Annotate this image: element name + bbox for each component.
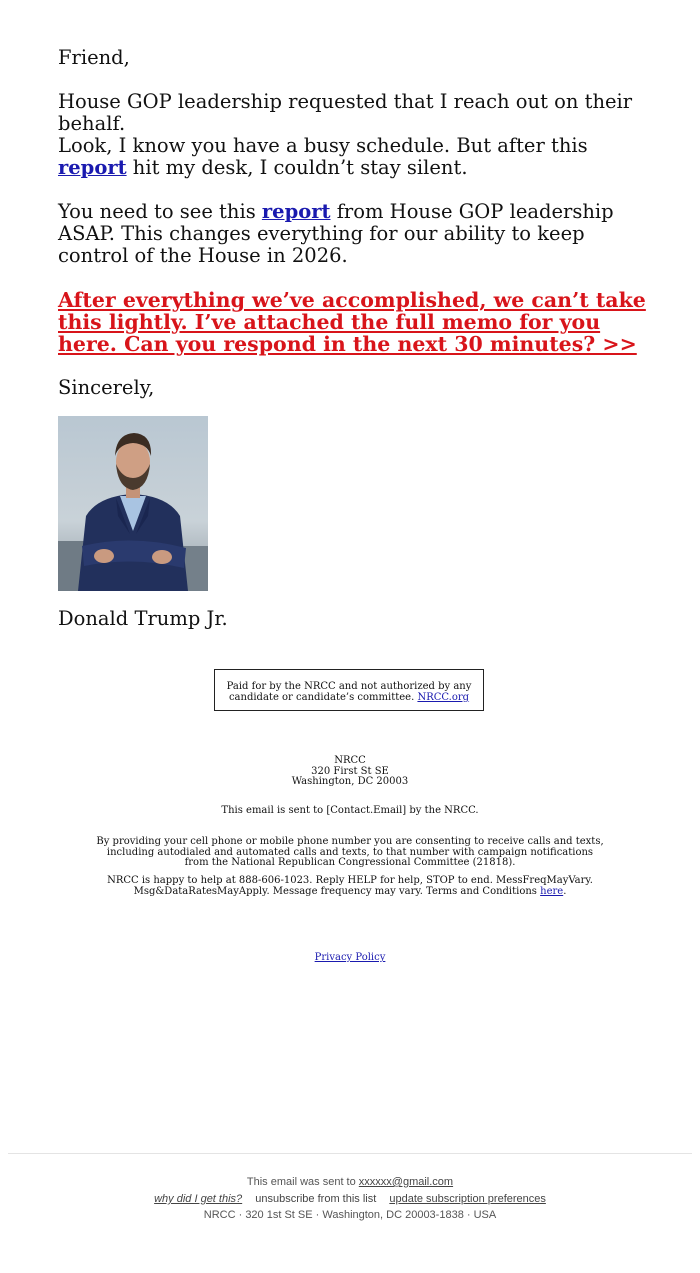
privacy-policy-row — [0, 953, 700, 964]
cta-link[interactable]: After everything we’ve accomplished, we can’t take this lightly. I’ve attached the full memo for you here. Can you respond in the next 30 minutes? >> — [58, 288, 646, 356]
signer-photo — [58, 416, 208, 591]
mailing-address — [0, 756, 700, 788]
sms-help-text — [0, 876, 700, 897]
signer-name: Donald Trump Jr. — [58, 607, 228, 630]
paragraph-text: Look, I know you have a busy schedule. But after this — [58, 134, 588, 157]
help-line-1: NRCC is happy to help at 888-606-1023. Reply HELP for help, STOP to end. MessFreqMayVary. — [107, 875, 593, 886]
sms-consent-text: By providing your cell phone or mobile phone number you are consenting to receive calls and texts, including autodialed and automated calls and texts, to that number with campaign notifications from the National Republican Congressional Committee (21818). — [96, 836, 604, 868]
paragraph-report-1 — [58, 135, 648, 179]
signoff: Sincerely, — [58, 376, 155, 399]
footer-links — [0, 1193, 700, 1205]
paragraph-text: hit my desk, I couldn’t stay silent. — [126, 156, 468, 179]
nrcc-link[interactable]: NRCC.org — [417, 692, 470, 703]
footer-address: NRCC · 320 1st St SE · Washington, DC 20003-1838 · USA — [203, 1209, 497, 1221]
help-line-2-text: Msg&DataRatesMayApply. Message frequency may vary. Terms and Conditions — [133, 885, 541, 897]
address-street: 320 First St SE — [311, 765, 389, 777]
footer-divider — [8, 1153, 692, 1154]
paragraph-text: You need to see this — [58, 200, 262, 223]
paragraph-report-2 — [58, 201, 648, 267]
terms-link[interactable]: here — [540, 885, 564, 897]
cta-paragraph — [58, 289, 648, 355]
why-did-i-get-this-link[interactable]: why did I get this? — [154, 1193, 243, 1205]
recipient-email-link[interactable]: xxxxxx@gmail.com — [358, 1176, 454, 1188]
privacy-policy-link[interactable]: Privacy Policy — [314, 952, 386, 963]
update-preferences-link[interactable]: update subscription preferences — [389, 1193, 546, 1205]
paid-for-disclaimer — [214, 669, 484, 711]
help-line-2: Msg&DataRatesMayApply. Message frequency may vary. Terms and Conditions here. — [133, 885, 567, 897]
address-org: NRCC — [334, 755, 366, 766]
footer-sent-prefix: This email was sent to — [246, 1176, 359, 1188]
disclaimer-text: Paid for by the NRCC and not authorized by any candidate or candidate’s committee. — [226, 681, 472, 703]
sent-to-notice: This email is sent to [Contact.Email] by the NRCC. — [221, 805, 479, 816]
address-city: Washington, DC 20003 — [291, 776, 409, 787]
paragraph-text: from House GOP leadership ASAP. This changes everything for our ability to keep control of the House in 2026. — [58, 200, 614, 267]
report-link[interactable]: report — [261, 200, 331, 223]
footer-sent-to — [0, 1176, 700, 1188]
unsubscribe-link[interactable]: unsubscribe from this list — [255, 1193, 377, 1205]
greeting: Friend, — [58, 46, 130, 69]
paragraph-intro: House GOP leadership requested that I reach out on their behalf. — [58, 90, 633, 135]
report-link[interactable]: report — [58, 156, 127, 179]
